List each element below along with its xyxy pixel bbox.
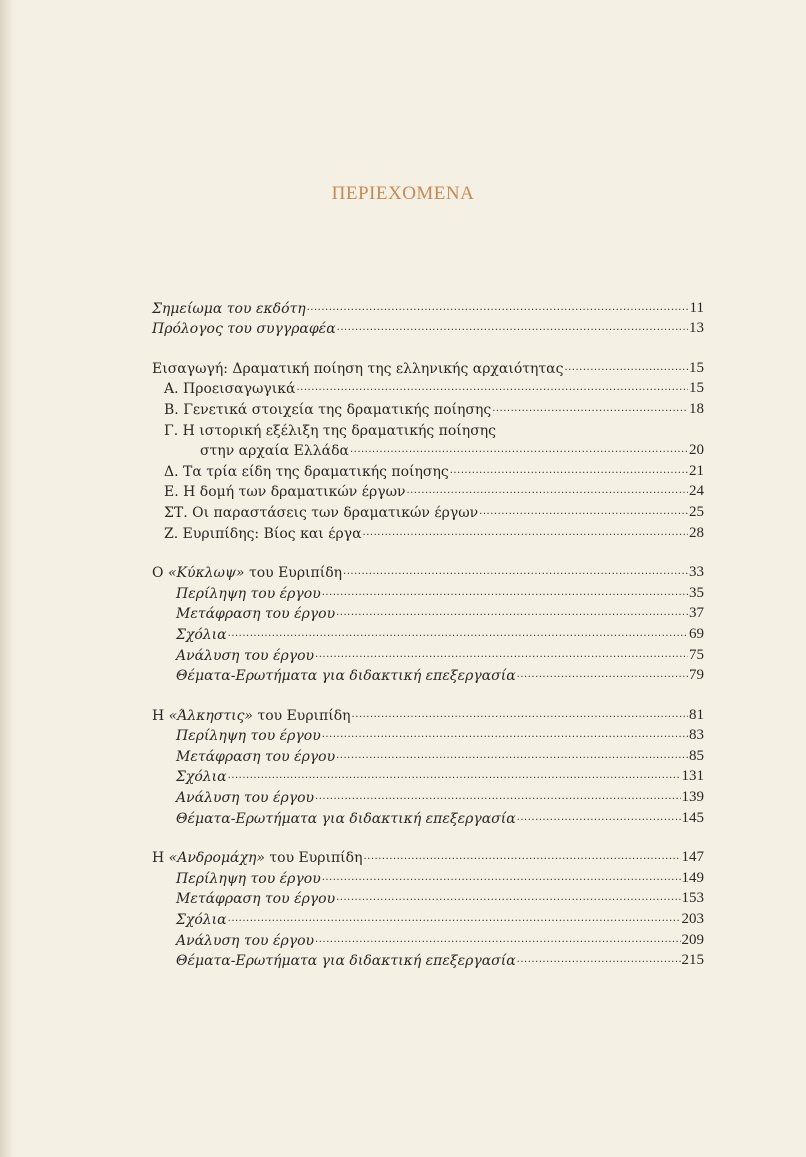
toc-entry-label: Περίληψη του έργου (176, 585, 321, 602)
toc-play-heading (152, 846, 704, 867)
play-title: «Κύκλωψ» (167, 565, 245, 582)
leader-dots (363, 850, 680, 866)
toc-entry-label: Σχόλια (176, 626, 227, 643)
leader-dots (350, 443, 688, 459)
toc-entry-page: 139 (681, 789, 704, 806)
toc-entry (152, 785, 704, 806)
leader-dots (564, 361, 688, 377)
toc-entry-label: Σημείωμα του εκδότη (152, 300, 306, 317)
toc-entry-page: 145 (681, 809, 704, 826)
toc-entry (152, 377, 704, 398)
leader-dots (517, 668, 688, 684)
toc-entry-page: 24 (689, 483, 704, 500)
toc-entry-page: 25 (689, 503, 704, 520)
toc-entry (152, 928, 704, 949)
toc-entry-page: 81 (689, 706, 704, 723)
toc-entry (152, 622, 704, 643)
toc-entry-page: 33 (689, 564, 704, 581)
leader-dots (517, 811, 681, 827)
toc-entry (152, 521, 704, 542)
leader-dots (352, 708, 688, 724)
leader-dots (517, 953, 681, 969)
toc-entry-page: 83 (689, 727, 704, 744)
play-suffix: του Ευριπίδη (248, 565, 343, 582)
toc-entry (152, 866, 704, 887)
play-suffix: του Ευριπίδη (257, 707, 351, 724)
leader-dots (337, 321, 688, 337)
toc-entry (152, 765, 704, 786)
toc-entry-continuation (152, 439, 704, 460)
play-article: Η (152, 850, 165, 867)
leader-dots (296, 381, 688, 397)
toc-entry (152, 418, 704, 439)
toc-entry-label: Δ. Τα τρία είδη της δραματικής ποίησης (164, 463, 449, 480)
toc-entry (152, 317, 704, 338)
leader-dots (336, 606, 688, 622)
toc-entry-label: Γ. Η ιστορική εξέλιξη της δραματικής ποίησης (164, 422, 496, 439)
toc-entry (152, 907, 704, 928)
leader-dots (407, 484, 689, 500)
toc-entry-page: 149 (681, 869, 704, 886)
toc-entry-label: Περίληψη του έργου (176, 870, 321, 887)
leader-dots (315, 790, 680, 806)
toc-entry-page: 131 (681, 768, 704, 785)
toc-entry (152, 296, 704, 317)
toc-entry (152, 643, 704, 664)
leader-dots (450, 464, 688, 480)
leader-dots (322, 728, 688, 744)
page-title: ΠΕΡΙΕΧΟΜΕΝΑ (331, 183, 475, 204)
toc-entry-page: 15 (689, 380, 704, 397)
toc-entry-label: Ζ. Ευριπίδης: Βίος και έργα (164, 525, 362, 542)
leader-dots (336, 749, 688, 765)
toc-entry-label: Πρόλογος του συγγραφέα (152, 321, 336, 338)
toc-entry-label: Θέματα-Ερωτήματα για διδακτική επεξεργασία (176, 953, 516, 970)
toc-entry-page: 153 (681, 890, 704, 907)
toc-entry-label: ΣΤ. Οι παραστάσεις των δραματικών έργων (164, 504, 479, 521)
toc-entry-page: 209 (681, 931, 704, 948)
toc-entry-page: 75 (689, 646, 704, 663)
toc-entry-page: 35 (689, 584, 704, 601)
toc-entry-label (152, 565, 342, 581)
toc-entry-label: Α. Προεισαγωγικά (164, 381, 296, 398)
toc-entry (152, 500, 704, 521)
toc-entry-label: Εισαγωγή: Δραματική ποίηση της ελληνικής αρχαιότητας (152, 360, 564, 377)
toc-entry-page: 79 (689, 667, 704, 684)
toc-entry-page: 11 (689, 299, 704, 316)
toc-entry-page: 21 (689, 462, 704, 479)
toc-entry-label: Ανάλυση του έργου (176, 647, 315, 664)
toc-entry-page: 147 (681, 849, 704, 866)
toc-entry-label: στην αρχαία Ελλάδα (200, 443, 349, 460)
leader-dots (228, 912, 681, 928)
leader-dots (343, 565, 688, 581)
toc-entry (152, 887, 704, 908)
toc-entry-page: 37 (689, 605, 704, 622)
toc-entry-label: Περίληψη του έργου (176, 728, 321, 745)
toc-entry-label: Ανάλυση του έργου (176, 932, 315, 949)
toc-entry-label: Ανάλυση του έργου (176, 790, 315, 807)
toc-entry (152, 744, 704, 765)
leader-dots (228, 627, 688, 643)
toc-entry-label: Ε. Η δομή των δραματικών έργων (164, 484, 406, 501)
toc-entry (152, 397, 704, 418)
leader-dots (315, 933, 680, 949)
play-suffix: του Ευριπίδη (269, 850, 363, 867)
toc-entry-label: Μετάφραση του έργου (176, 748, 336, 765)
toc-entry-label (152, 708, 351, 724)
toc-entry-label: Θέματα-Ερωτήματα για διδακτική επεξεργασία (176, 668, 516, 685)
play-title: «Ανδρομάχη» (168, 850, 265, 867)
toc-entry-page: 28 (689, 524, 704, 541)
toc-entry-page: 85 (689, 747, 704, 764)
toc-entry-label: Σχόλια (176, 912, 227, 929)
leader-dots (479, 505, 688, 521)
play-article: Ο (152, 565, 164, 582)
toc-entry-label: Β. Γενετικά στοιχεία της δραματικής ποίησης (164, 401, 492, 418)
leader-dots (228, 769, 681, 785)
page-binding-shadow (0, 0, 14, 1157)
toc-entry-label: Μετάφραση του έργου (176, 606, 336, 623)
toc-entry-page: 69 (689, 625, 704, 642)
toc-play-heading (152, 703, 704, 724)
table-of-contents (152, 296, 704, 969)
toc-entry (152, 664, 704, 685)
leader-dots (322, 871, 681, 887)
toc-entry (152, 581, 704, 602)
toc-section-heading (152, 356, 704, 377)
toc-entry-page: 203 (681, 911, 704, 928)
toc-entry (152, 949, 704, 970)
toc-entry-page: 215 (681, 952, 704, 969)
toc-entry-label: Θέματα-Ερωτήματα για διδακτική επεξεργασία (176, 810, 516, 827)
toc-play-heading (152, 561, 704, 582)
toc-entry-label: Μετάφραση του έργου (176, 891, 336, 908)
leader-dots (336, 891, 680, 907)
leader-dots (315, 648, 688, 664)
toc-entry (152, 724, 704, 745)
leader-dots (322, 586, 688, 602)
toc-entry-page: 13 (689, 320, 704, 337)
toc-entry-label (152, 850, 362, 866)
toc-entry-label: Σχόλια (176, 769, 227, 786)
toc-entry-page: 18 (689, 400, 704, 417)
play-article: Η (152, 707, 165, 724)
toc-entry (152, 480, 704, 501)
toc-entry (152, 459, 704, 480)
leader-dots (363, 526, 688, 542)
toc-entry-page: 20 (689, 442, 704, 459)
toc-entry (152, 602, 704, 623)
leader-dots (307, 301, 689, 317)
toc-entry-page: 15 (689, 359, 704, 376)
play-title: «Άλκηστις» (168, 707, 253, 724)
leader-dots (492, 402, 688, 418)
toc-entry (152, 806, 704, 827)
